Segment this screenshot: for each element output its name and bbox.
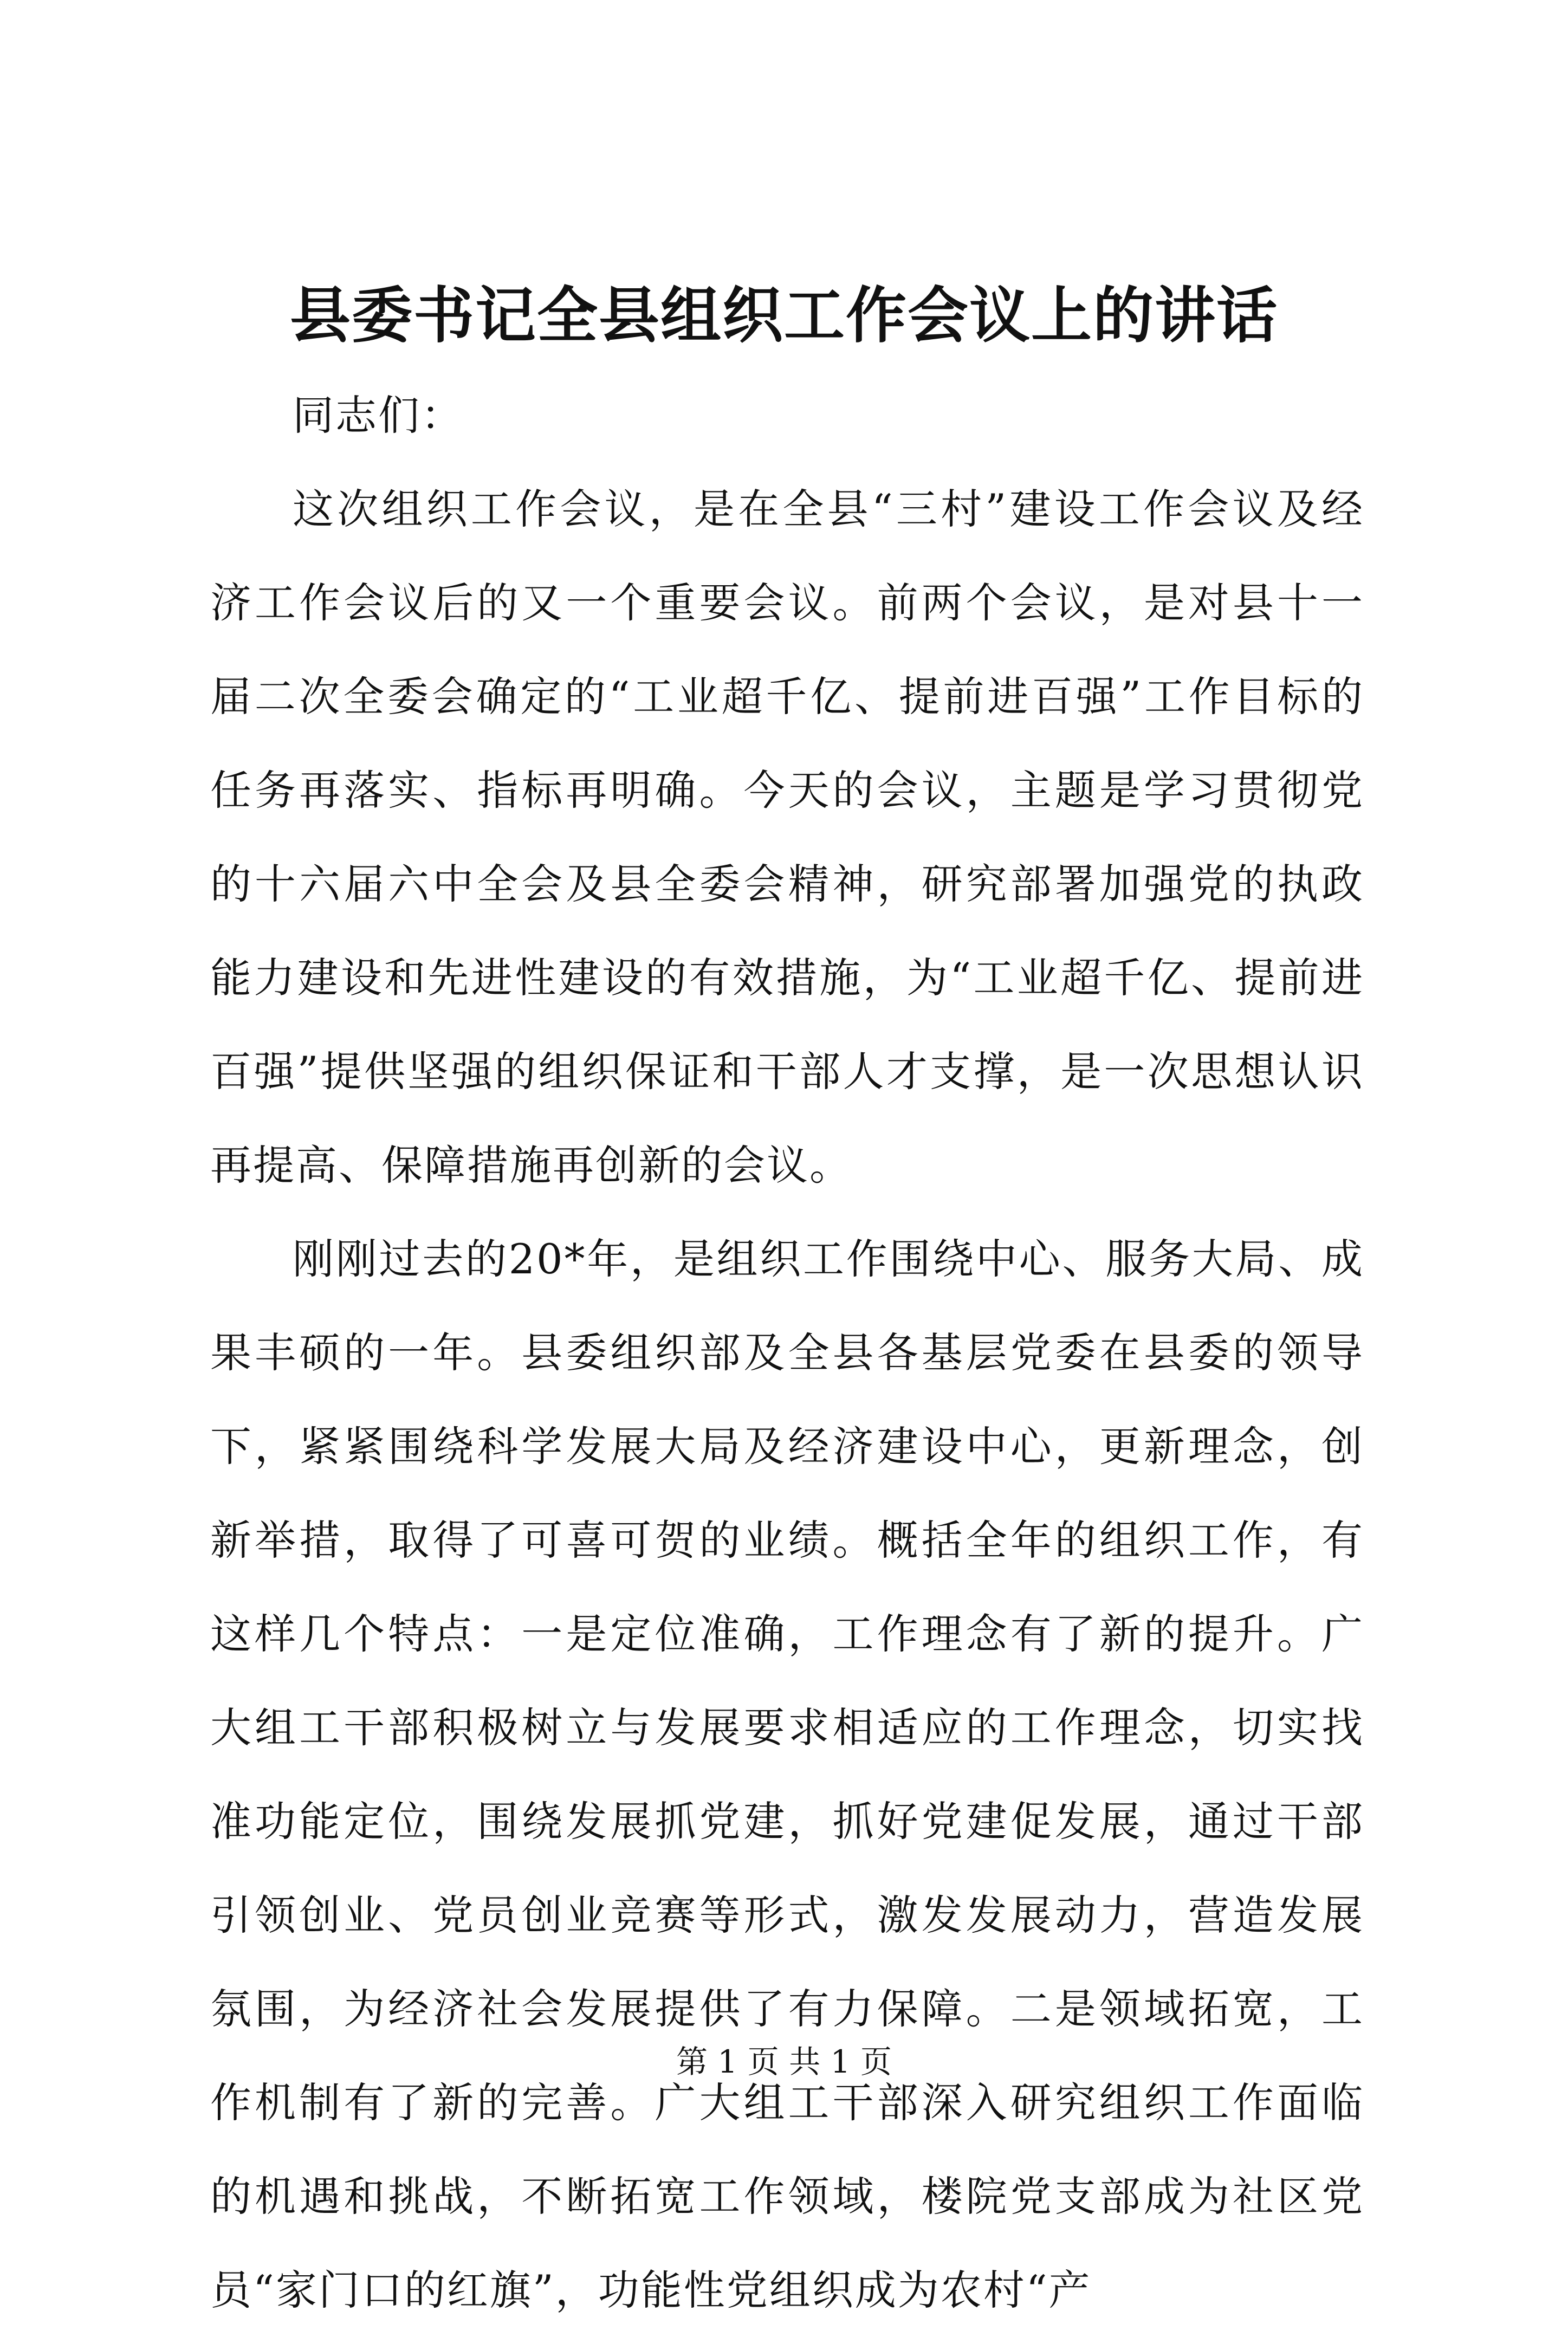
paragraph-2: 刚刚过去的20*年，是组织工作围绕中心、服务大局、成果丰硕的一年。县委组织部及全县各基层党委在县委的领导下，紧紧围绕科学发展大局及经济建设中心，更新理念，创新举措，取得了可喜可贺的业绩。概括全年的组织工作，有这样几个特点：一是定位准确，工作理念有了新的提升。广大组工干部积极树立与发展要求相适应的工作理念，切实找准功能定位，围绕发展抓党建，抓好党建促发展，通过干部引领创业、党员创业竞赛等形式，激发发展动力，营造发展氛围，为经济社会发展提供了有力保障。二是领域拓宽，工作机制有了新的完善。广大组工干部深入研究组织工作面临的机遇和挑战，不断拓宽工作领域，楼院党支部成为社区党员“家门口的红旗”，功能性党组织成为农村“产 [210,1235,1364,2314]
salutation: 同志们： [293,391,464,439]
page-footer [0,2040,1568,2083]
page-number: 第 1 页 共 1 页 [676,2043,892,2080]
paragraph-1: 这次组织工作会议，是在全县“三村”建设工作会议及经济工作会议后的又一个重要会议。前两个会议，是对县十一届二次全委会确定的“工业超千亿、提前进百强”工作目标的任务再落实、指标再明确。今天的会议，主题是学习贯彻党的十六届六中全会及县全委会精神，研究部署加强党的执政能力建设和先进性建设的有效措施，为“工业超千亿、提前进百强”提供坚强的组织保证和干部人才支撑，是一次思想认识再提高、保障措施再创新的会议。 [210,485,1364,1189]
document-title: 县委书记全县组织工作会议上的讲话 [290,280,1278,351]
